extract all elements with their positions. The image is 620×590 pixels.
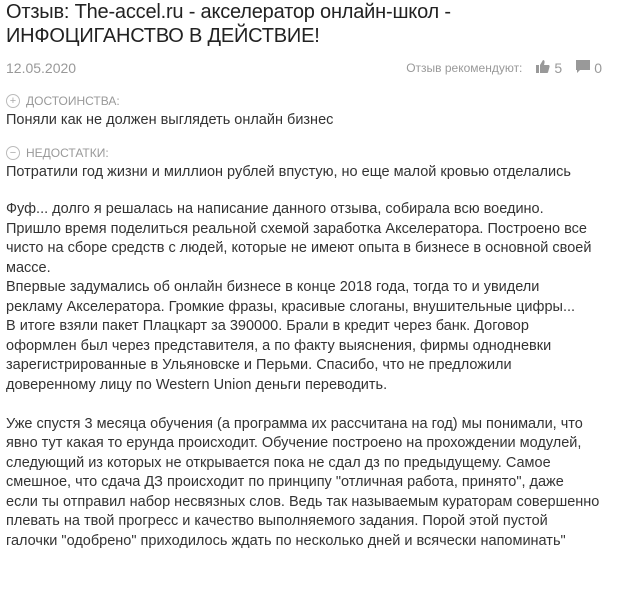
body-line: рекламу Акселератора. Громкие фразы, красивые слоганы, внушительные цифры...: [6, 298, 576, 315]
body-line: следующий из которых не открывается пока не сдал дз по предыдущему. Самое: [6, 454, 551, 471]
body-line: доверенному лицу по Western Union деньги переводить.: [6, 376, 388, 393]
review-body: [6, 200, 614, 551]
comments-count: 0: [594, 60, 602, 76]
body-line: явно тут какая то ерунда происходит. Обучение построено на прохождении модулей,: [6, 435, 582, 451]
review-date: 12.05.2020: [6, 60, 77, 76]
plus-circle-icon: +: [6, 94, 20, 108]
likes-count: 5: [554, 60, 563, 76]
body-line: массе.: [6, 259, 51, 276]
body-line: Фуф... долго я решалась на написание данного отзыва, собирала всю воедино.: [6, 201, 544, 217]
body-line: чисто на сборе средств с людей, которые не имеют опыта в бизнесе в основной своей: [6, 240, 592, 256]
cons-text: Потратили год жизни и миллион рублей впустую, но еще малой кровью отделались: [6, 164, 571, 180]
recommend-label: Отзыв рекомендуют:: [406, 61, 523, 75]
body-line: В итоге взяли пакет Плацкарт за 390000. Брали в кредит через банк. Договор: [6, 318, 529, 334]
pros-label: [6, 92, 614, 110]
body-line: оформлен был через представителя, а по факту выяснения, фирмы однодневки: [6, 337, 552, 354]
minus-circle-icon: −: [6, 146, 20, 160]
recommend-block: [406, 60, 614, 77]
cons-label-text: НЕДОСТАТКИ:: [26, 146, 109, 160]
review-title: Отзыв: The-accel.ru - акселератор онлайн-школ - ИНФОЦИГАНСТВО В ДЕЙСТВИЕ!: [6, 1, 451, 47]
pros-label-text: ДОСТОИНСТВА:: [26, 94, 120, 108]
body-line: Уже спустя 3 месяца обучения (а программа их рассчитана на год) мы понимали, что: [6, 415, 583, 432]
cons-label: [6, 144, 614, 162]
body-line: если ты отправил набор несвязных слов. Ведь так называемым кураторам совершенно: [6, 493, 600, 510]
comment-icon[interactable]: [576, 60, 590, 77]
body-line: Впервые задумались об онлайн бизнесе в конце 2018 года, тогда то и увидели: [6, 279, 540, 295]
pros-text: Поняли как не должен выглядеть онлайн бизнес: [6, 112, 334, 128]
body-line: Пришло время поделиться реальной схемой заработка Акселератора. Построено все: [6, 220, 587, 237]
body-line: смешное, что сдача ДЗ происходит по принципу "отличная работа, принято", даже: [6, 474, 564, 490]
paragraph-gap: [6, 395, 614, 415]
thumbs-up-icon[interactable]: [536, 60, 550, 76]
review-meta: [6, 58, 614, 78]
body-line: зарегистрированные в Ульяновске и Перьми. Спасибо, что не предложили: [6, 357, 512, 373]
body-line: плевать на твой прогресс и качество выполняемого задания. Порой этой пустой: [6, 513, 548, 529]
body-line: галочки "одобрено" приходилось ждать по несколько дней и всячески напоминать": [6, 532, 566, 549]
